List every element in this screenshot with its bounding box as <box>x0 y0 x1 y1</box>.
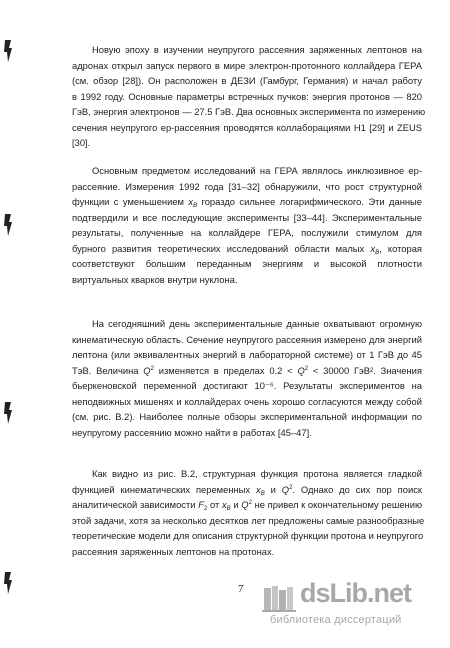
text-line: функции с уменьшением $x_B$ гораздо сильнее логарифмического. Эти данные <box>72 196 423 209</box>
binder-mark <box>3 214 13 236</box>
paragraph-3 <box>72 316 422 440</box>
text-line: соответствуют большим переданным энергиям и высокой плотности <box>72 258 422 269</box>
watermark-logo: dsLib.net <box>300 578 411 608</box>
text-line: виртуальных кварков внутри нуклона. <box>72 273 238 285</box>
text-line: ГэВ, энергия электронов — 27.5 ГэВ. Два основных эксперимента по измерению <box>72 106 426 117</box>
text-line: сечения неупругого ер-рассеяния проводятся коллаборациями H1 [29] и ZEUS <box>72 121 422 133</box>
books-icon <box>262 584 298 612</box>
text-line: Новую эпоху в изучении неупругого рассеяния заряженных лептонов на <box>92 44 422 55</box>
text-line: кинематическую область. Сечение неупругого рассеяния измерено для энергий <box>72 333 422 345</box>
text-line: неподвижных мишенях и коллайдерах очень хорошо согласуются между собой <box>72 395 422 407</box>
text-line: рассеяния заряженных лептонов на протонах. <box>72 545 275 557</box>
paragraph-4 <box>72 466 425 559</box>
page-number: 7 <box>238 583 244 595</box>
text-line: рассеяние. Измерения 1992 года [31–32] обнаружили, что рост структурной <box>72 180 422 192</box>
text-line: этой задачи, хотя за несколько десятков лет предложены самые разнообразные <box>72 514 425 526</box>
text-line: в 1992 году. Основные параметры встречных пучков: энергия протонов — 820 <box>72 90 422 102</box>
text-line: бурного развития теоретических исследований области малых $x_B$, которая <box>72 242 422 256</box>
text-line: адронах открыл запуск первого в мире электрон-протонного коллайдера ГЕРА <box>72 59 422 71</box>
text-line: (см. рис. В.2). Наиболее полные обзоры экспериментальной информации по <box>72 411 422 422</box>
text-line: аналитической зависимости $F_2$ от $x_B$ и $Q^2$ не привел к окончательному решению <box>72 499 423 512</box>
text-line: Основным предметом исследований на ГЕРА являлось инклюзивное ер- <box>92 165 422 176</box>
text-line: На сегодняшний день экспериментальные данные охватывают огромную <box>92 318 422 329</box>
binder-mark <box>3 572 13 594</box>
text-line: подтвердили и все последующие эксперименты [33–44]. Экспериментальные <box>72 211 422 223</box>
watermark-subtitle: библиотека диссертаций <box>270 614 402 626</box>
text-line: функцией кинематических переменных $x_B$ и $Q^2$. Однако до сих пор поиск <box>72 483 422 497</box>
text-line: теоретические модели для описания структурной функции протона и неупругого <box>72 530 424 541</box>
text-line: бьеркеновской переменной достигают 10⁻⁶. Результаты экспериментов на <box>72 380 422 391</box>
text-line: неупругому рассеянию можно найти в работах [45–47]. <box>72 426 312 438</box>
text-line: [30]. <box>72 137 91 148</box>
binder-mark <box>3 40 13 62</box>
paragraph-1 <box>72 42 426 151</box>
text-line: результаты, полученные на коллайдере ГЕРА, послужили стимулом для <box>72 227 422 238</box>
watermark <box>262 578 442 634</box>
paragraph-2 <box>72 163 422 287</box>
text-line: (см. обзор [28]). Он расположен в ДЕЗИ (Гамбург, Германия) и начал работу <box>72 75 422 86</box>
text-line: ТэВ. Величина $Q^2$ изменяется в пределах $0.2 < Q^2 < 30000$ ГэВ². Значения <box>72 364 423 376</box>
binder-mark <box>3 402 13 424</box>
text-line: Как видно из рис. В.2, структурная функция протона является гладкой <box>92 468 422 479</box>
text-line: лептона (или эквивалентных энергий в лабораторной системе) от 1 ГэВ до 45 <box>72 349 422 360</box>
